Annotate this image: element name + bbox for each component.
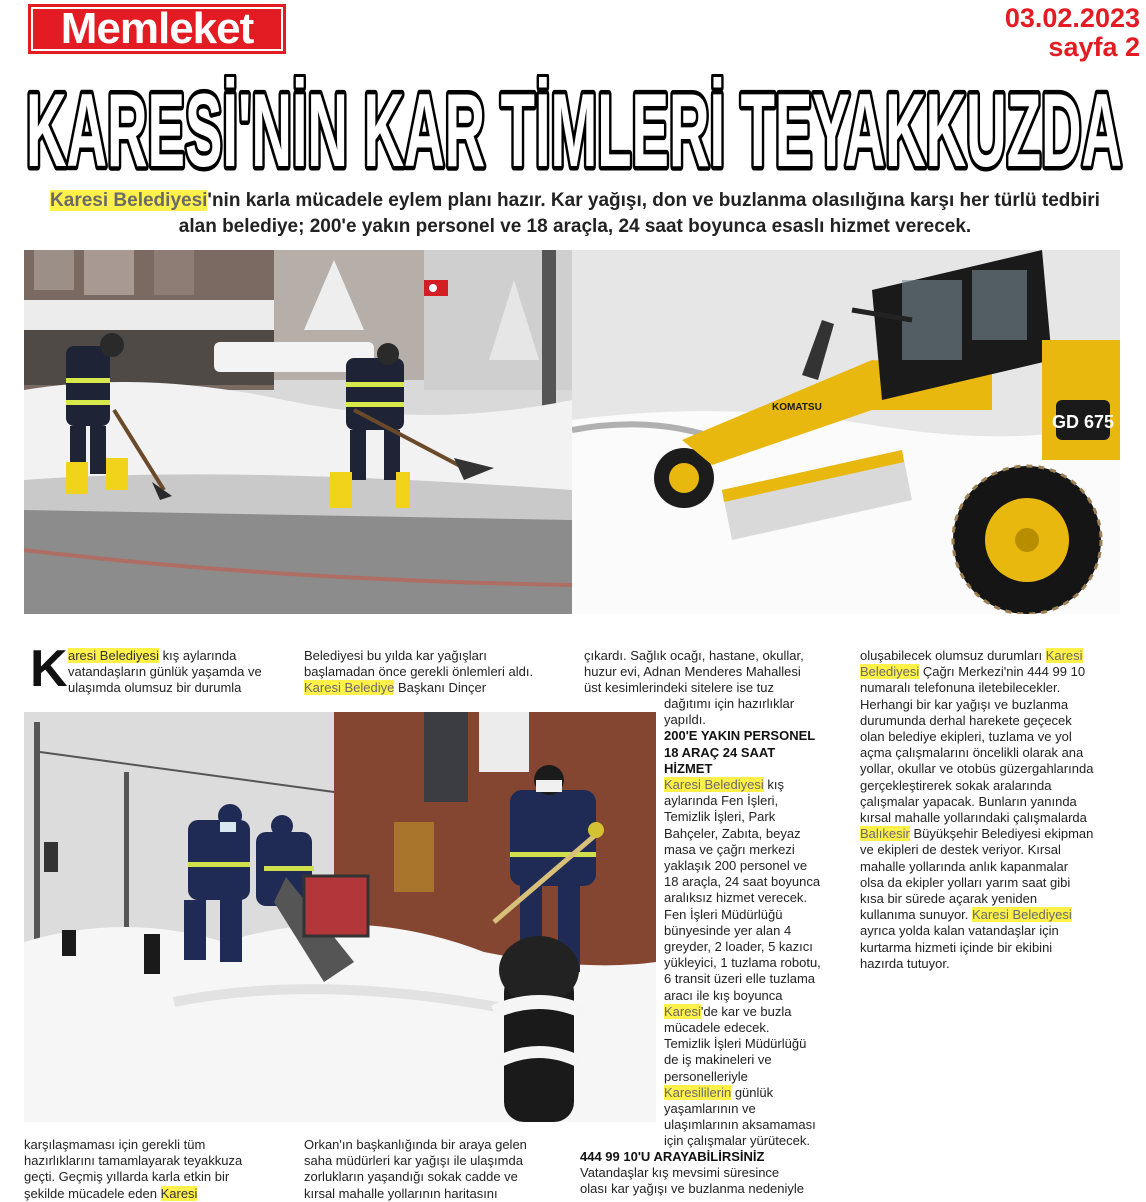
text-line: 6 transit üzeri elle tuzlama: [664, 971, 816, 987]
highlight-karesi: Karesi: [664, 1003, 701, 1019]
newspaper-brand: [28, 4, 286, 54]
text-line: Fen İşleri Müdürlüğü: [664, 906, 783, 922]
text-line: kırsal mahalle yollarındaki çalışmalarda: [860, 810, 1087, 826]
text-line: olan belediye ekipleri, tuzlama ve yol: [860, 729, 1072, 745]
headline-text: KARESİ'NİN KAR TİMLERİ TEYAKKUZDA: [26, 74, 1122, 174]
lead-text: 'nin karla mücadele eylem planı hazır. Kar yağışı, don ve buzlanma olasılığına karşı her türlü tedbiri alan belediye; 200'e yakın personel ve 18 araçla, 24 saat boyunca esaslı hizmet verecek.: [178, 190, 1100, 237]
text-line: Çağrı Merkezi'nin 444 99 10: [919, 664, 1086, 680]
column-1-bottom: [24, 1137, 304, 1202]
text-line: geçti. Geçmiş yıllarda karla etkin bir: [24, 1169, 230, 1185]
text-line: vatandaşların günlük yaşamda ve: [68, 664, 262, 680]
photo-workers-snow-pile: [24, 712, 656, 1122]
text-line: greyder, 2 loader, 5 kazıcı: [664, 939, 813, 955]
grader-brand-label: KOMATSU: [772, 402, 822, 413]
text-line: hazırda tutuyor.: [860, 955, 950, 971]
headline: [22, 74, 1126, 174]
text-line: olası kar yağışı ve buzlanma nedeniyle: [580, 1181, 805, 1197]
photo-snow-grader: [572, 250, 1120, 614]
text-line: karşılaşmaması için gerekli tüm: [24, 1137, 206, 1152]
text-line: personelleriyle: [664, 1068, 748, 1084]
text-line: Orkan'ın başkanlığında bir araya gelen: [304, 1137, 527, 1152]
highlight-karesi: Karesi Belediye: [304, 680, 395, 696]
highlight-karesi: Karesi: [1045, 648, 1083, 663]
text-line: numaralı telefonuna iletebilecekler.: [860, 680, 1061, 696]
highlight-karesi: Karesi: [160, 1185, 198, 1201]
text-line: bünyesinde yer alan 4: [664, 922, 792, 938]
text-line: ulaşımda olumsuz bir durumla: [68, 680, 242, 696]
text-line: Büyükşehir Belediyesi ekipman: [909, 826, 1094, 842]
text-line: ve ekipleri de destek veriyor. Kırsal: [860, 842, 1061, 858]
text-line: kış: [763, 777, 784, 793]
text-line: kullanıma sunuyor.: [860, 907, 973, 923]
text-line: çıkardı. Sağlık ocağı, hastane, okullar,: [584, 648, 804, 663]
issue-info: [1005, 4, 1140, 62]
text-line: başlamadan önce gerekli önlemleri aldı.: [304, 664, 534, 680]
text-line: olsa da ekipler yolları yarım saat gibi: [860, 874, 1071, 890]
brand-label: Memleket: [31, 7, 283, 51]
text-line: hazırlıklarını tamamlayarak teyakkuza: [24, 1153, 243, 1169]
text-line: Herhangi bir kar yağışı ve buzlanma: [860, 696, 1069, 712]
text-line: kırsal mahalle yollarının haritasını: [304, 1185, 498, 1201]
text-line: aracı ile kış boyunca: [664, 987, 783, 1003]
text-line: masa ve çağrı merkezi: [664, 841, 795, 857]
column-2-top: [304, 648, 574, 697]
highlight-karesi: Karesi Belediyesi: [664, 777, 764, 793]
text-line: çalışmalar yapacak. Bunların yanında: [860, 793, 1077, 809]
subheading-phone: 444 99 10'U ARAYABİLİRSİNİZ: [580, 1149, 765, 1164]
column-4: [860, 648, 1130, 972]
text-line: ayrıca yolda kalan vatandaşlar için: [860, 923, 1059, 939]
text-line: yapıldı.: [664, 712, 706, 728]
text-line: gerçekleştirerek sokak aralarında: [860, 777, 1052, 793]
text-line: kurtarma hizmeti içinde bir ekibini: [860, 939, 1053, 955]
text-line: üst kesimlerindeki sitelere ise tuz: [584, 680, 775, 696]
issue-date: 03.02.2023: [1004, 3, 1140, 33]
subheading-personnel: HİZMET: [664, 760, 713, 776]
lead-highlight: Karesi Belediyesi: [50, 190, 208, 211]
text-line: aralıksız hizmet verecek.: [664, 890, 808, 906]
drop-cap: K: [30, 640, 68, 698]
text-line: yaşamlarının ve: [664, 1101, 756, 1117]
text-line: 18 araçla, 24 saat boyunca: [664, 874, 821, 890]
text-line: saha müdürleri kar yağışı ile ulaşımda: [304, 1153, 523, 1169]
text-line: yollar, okullar ve otobüs güzergahlarında: [860, 761, 1094, 777]
text-line: 'de kar ve buzla: [700, 1003, 792, 1019]
highlight-karesi: Karesi Belediyesi: [972, 907, 1072, 923]
text-line: Temizlik İşleri Müdürlüğü: [664, 1036, 807, 1052]
subheading-personnel: 200'E YAKIN PERSONEL: [664, 728, 816, 744]
highlight-karesililer: Karesililerin: [664, 1084, 732, 1100]
text-line: Bahçeler, Zabıta, beyaz: [664, 825, 801, 841]
text-line: huzur evi, Adnan Menderes Mahallesi: [584, 664, 801, 680]
subheading-personnel: 18 ARAÇ 24 SAAT: [664, 744, 776, 760]
text-line: yaklaşık 200 personel ve: [664, 858, 808, 874]
text-line: Vatandaşlar kış mevsimi süresince: [580, 1165, 780, 1181]
text-line: dağıtımı için hazırlıklar: [664, 696, 795, 711]
text-line: de iş makineleri ve: [664, 1052, 772, 1068]
photo-street-shoveling: [24, 250, 572, 614]
text-line: Temizlik İşleri, Park: [664, 809, 776, 825]
text-line: Başkanı Dinçer: [394, 680, 487, 696]
text-line: yükleyici, 1 tuzlama robotu,: [664, 955, 821, 971]
highlight-belediyesi: Belediyesi: [860, 664, 920, 680]
text-line: durumunda derhal harekete geçecek: [860, 712, 1072, 728]
text-line: kış aylarında: [159, 648, 237, 663]
text-line: mücadele edecek.: [664, 1020, 770, 1036]
column-3-bottom: [580, 1149, 856, 1198]
text-line: Belediyesi bu yılda kar yağışları: [304, 648, 487, 663]
column-3-narrow: [664, 696, 856, 1150]
text-line: ulaşımlarının aksamaması: [664, 1117, 816, 1133]
column-3-top: [584, 648, 854, 697]
text-line: kısa bir sürede açarak yeniden: [860, 891, 1038, 907]
highlight-balikesir: Balıkesir: [860, 826, 910, 842]
highlight-karesi: aresi Belediyesi: [68, 648, 160, 663]
text-line: mahalle yollarında anlık kapanmalar: [860, 858, 1069, 874]
text-line: günlük: [731, 1084, 774, 1100]
text-line: oluşabilecek olumsuz durumları: [860, 648, 1046, 663]
text-line: açma çalışmalarını öncelikli olarak ana: [860, 745, 1084, 761]
column-1-top: [68, 648, 300, 697]
lead-paragraph: [30, 188, 1120, 240]
text-line: zorlukların yaşandığı sokak cadde ve: [304, 1169, 518, 1185]
grader-model-label: GD 675: [1051, 412, 1115, 432]
page-number: sayfa 2: [1048, 32, 1140, 62]
column-2-bottom: [304, 1137, 574, 1202]
text-line: şekilde mücadele eden: [24, 1185, 161, 1201]
text-line: için çalışmalar yürütecek.: [664, 1133, 810, 1149]
text-line: aylarında Fen İşleri,: [664, 793, 779, 809]
